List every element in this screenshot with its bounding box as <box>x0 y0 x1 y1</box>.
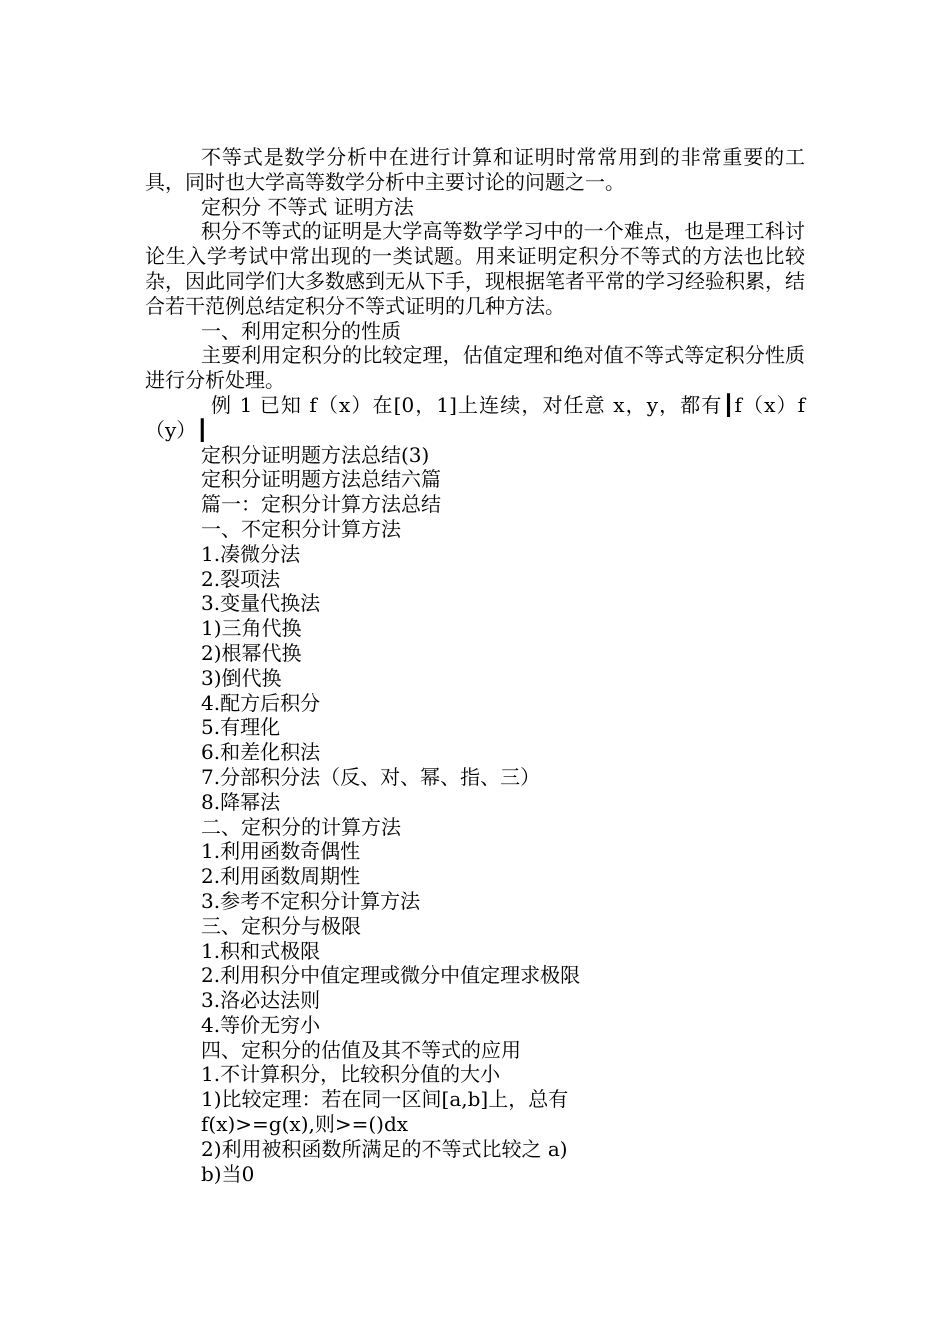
document-subtitle: 定积分证明题方法总结六篇 <box>201 467 441 492</box>
section-heading: 一、利用定积分的性质 <box>201 318 401 343</box>
section-heading: 四、定积分的估值及其不等式的应用 <box>201 1037 521 1062</box>
list-item: 1.积和式极限 <box>201 938 321 963</box>
keywords-line: 定积分 不等式 证明方法 <box>201 194 414 219</box>
chapter-heading: 篇一：定积分计算方法总结 <box>201 492 441 517</box>
list-item: 4.等价无穷小 <box>201 1012 321 1037</box>
list-item: 1.凑微分法 <box>201 541 301 566</box>
list-item: 4.配方后积分 <box>201 690 321 715</box>
list-item: 2)利用被积函数所满足的不等式比较之 a) <box>201 1136 568 1161</box>
list-item: 5.有理化 <box>201 715 281 740</box>
abstract-paragraph: 积分不等式的证明是大学高等数学学习中的一个难点，也是理工科讨论生入学考试中常出现的一类试题。用来证明定积分不等式的方法也比较杂，因此同学们大多数感到无从下手，现根据笔者平常的学习经验积累，结合若干范例总结定积分不等式证明的几种方法。 <box>145 219 805 318</box>
list-item: 7.分部积分法（反、对、幂、指、三） <box>201 764 541 789</box>
list-item: 1)三角代换 <box>201 616 302 641</box>
section-heading: 二、定积分的计算方法 <box>201 814 401 839</box>
list-item: 3)倒代换 <box>201 665 282 690</box>
section-heading: 一、不定积分计算方法 <box>201 516 401 541</box>
example-paragraph: 例 1 已知 f（x）在[0，1]上连续，对任意 x，y，都有┃f（x）f（y）┃ <box>145 392 805 442</box>
intro-paragraph: 不等式是数学分析中在进行计算和证明时常常用到的非常重要的工具，同时也大学高等数学分析中主要讨论的问题之一。 <box>145 145 805 194</box>
list-item: 2)根幂代换 <box>201 640 302 665</box>
list-item: 3.变量代换法 <box>201 591 321 616</box>
list-item: 1.利用函数奇偶性 <box>201 839 361 864</box>
formula-line: f(x)>=g(x),则>=()dx <box>201 1112 409 1137</box>
list-item: 2.利用函数周期性 <box>201 864 361 889</box>
list-item: 2.利用积分中值定理或微分中值定理求极限 <box>201 963 581 988</box>
list-item: 8.降幂法 <box>201 789 281 814</box>
document-body <box>145 145 805 1186</box>
document-title: 定积分证明题方法总结(3) <box>201 442 430 467</box>
section-heading: 三、定积分与极限 <box>201 913 361 938</box>
list-item: 1.不计算积分，比较积分值的大小 <box>201 1062 501 1087</box>
list-item: 6.和差化积法 <box>201 740 321 765</box>
section-paragraph: 主要利用定积分的比较定理，估值定理和绝对值不等式等定积分性质进行分析处理。 <box>145 343 805 393</box>
list-item: 1)比较定理：若在同一区间[a,b]上，总有 <box>201 1087 569 1112</box>
list-item: 3.参考不定积分计算方法 <box>201 888 421 913</box>
list-item: 2.裂项法 <box>201 566 281 591</box>
list-item: 3.洛必达法则 <box>201 988 321 1013</box>
list-item: b)当0 <box>201 1161 255 1186</box>
